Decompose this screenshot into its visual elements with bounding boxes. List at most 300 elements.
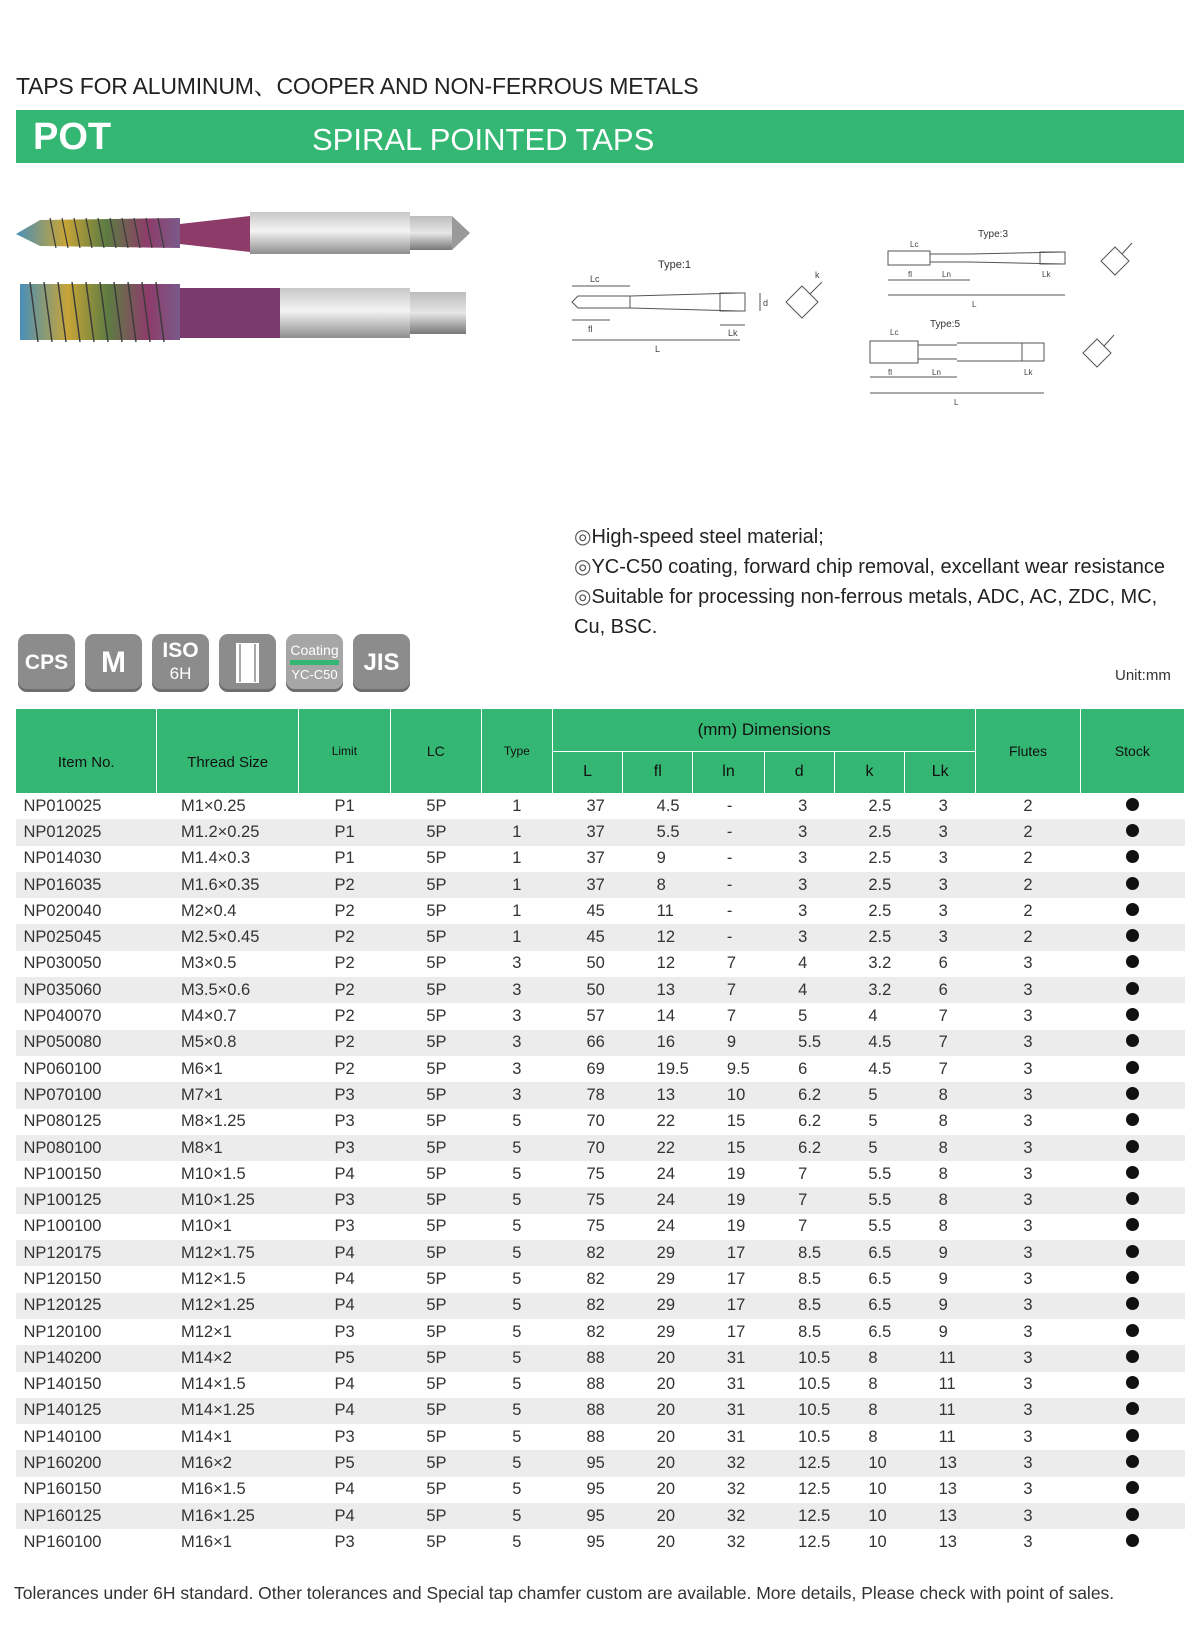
cell-dim-k: 3.2 — [834, 977, 904, 1003]
dim-ln-label-3: Ln — [942, 270, 951, 279]
cell-lc: 5P — [426, 1480, 447, 1499]
cell-dim-ln: 7 — [726, 954, 737, 973]
cell-item-no: NP120125 — [16, 1293, 157, 1319]
cell-flutes: 2 — [976, 819, 1080, 845]
cell-type: 5 — [512, 1217, 522, 1236]
cell-dim-k: 5.5 — [868, 1164, 892, 1183]
cell-stock — [1080, 793, 1184, 819]
cell-dim-d: 6 — [798, 1059, 808, 1078]
cell-dim-fl: 20 — [656, 1427, 676, 1446]
cell-flutes: 3 — [1023, 954, 1033, 973]
table-row — [16, 1398, 1185, 1424]
table-row — [16, 1135, 1185, 1161]
cell-stock — [1080, 1529, 1184, 1555]
in-stock-icon — [1126, 1192, 1139, 1205]
cell-dim-fl: 20 — [623, 1345, 693, 1371]
table-row — [16, 872, 1185, 898]
cell-dim-lk: 3 — [938, 796, 948, 815]
cell-flutes: 3 — [1023, 1480, 1033, 1499]
cell-dim-lk: 6 — [938, 954, 948, 973]
in-stock-icon — [1126, 955, 1139, 968]
cell-dim-fl: 13 — [623, 1082, 693, 1108]
cell-dim-fl: 24 — [656, 1164, 676, 1183]
table-row — [16, 1450, 1185, 1476]
cell-dim-l: 37 — [586, 849, 605, 868]
cell-limit: P3 — [298, 1187, 390, 1213]
cell-dim-k: 10 — [834, 1503, 904, 1529]
in-stock-icon — [1126, 1218, 1139, 1231]
cell-dim-d: 12.5 — [764, 1503, 834, 1529]
cell-dim-ln: 31 — [693, 1398, 764, 1424]
cell-limit: P1 — [334, 849, 355, 868]
in-stock-icon — [1126, 1140, 1139, 1153]
table-row — [16, 924, 1185, 950]
cell-dim-fl: 5.5 — [623, 819, 693, 845]
cell-dim-d: 7 — [798, 1217, 808, 1236]
cell-item-no: NP050080 — [16, 1030, 157, 1056]
cell-item-no: NP035060 — [16, 977, 157, 1003]
cell-dim-ln: 32 — [726, 1480, 746, 1499]
cell-dim-lk: 9 — [938, 1269, 948, 1288]
cell-dim-lk: 8 — [905, 1082, 976, 1108]
cell-thread-size: M7×1 — [157, 1082, 298, 1108]
cell-limit: P3 — [334, 1532, 355, 1551]
feature-bullet-icon: ◎ — [574, 556, 592, 578]
table-row — [16, 951, 1185, 977]
cell-lc: 5P — [426, 1269, 447, 1288]
feature-item — [574, 582, 1184, 642]
cell-lc: 5P — [390, 924, 481, 950]
table-row — [16, 1503, 1185, 1529]
cell-thread-size: M12×1.75 — [157, 1240, 298, 1266]
cell-limit: P2 — [334, 901, 355, 920]
cell-dim-l: 95 — [552, 1503, 622, 1529]
cell-type: 1 — [481, 872, 552, 898]
cell-dim-fl: 24 — [656, 1217, 676, 1236]
cell-dim-l: 82 — [552, 1293, 622, 1319]
cell-thread-size: M3.5×0.6 — [157, 977, 298, 1003]
cell-limit: P1 — [298, 819, 390, 845]
in-stock-icon — [1126, 1087, 1139, 1100]
cell-thread-size: M1×0.25 — [180, 796, 246, 815]
in-stock-icon — [1126, 850, 1139, 863]
in-stock-icon — [1126, 1324, 1139, 1337]
cell-dim-d: 3 — [798, 901, 808, 920]
cell-dim-ln: 7 — [726, 1007, 737, 1026]
dim-lk-label: Lk — [728, 328, 738, 338]
header-ln: ln — [693, 751, 764, 793]
cell-stock — [1080, 1030, 1184, 1056]
cell-lc: 5P — [426, 1375, 447, 1394]
cell-limit: P4 — [298, 1503, 390, 1529]
cell-dim-d: 4 — [798, 954, 808, 973]
cell-flutes: 3 — [1023, 1532, 1033, 1551]
table-row — [16, 1345, 1185, 1371]
in-stock-icon — [1126, 1350, 1139, 1363]
header-lk: Lk — [905, 751, 976, 793]
cell-limit: P2 — [298, 924, 390, 950]
iso-badge-bottom: 6H — [169, 664, 192, 683]
cell-dim-lk: 11 — [905, 1398, 976, 1424]
cell-stock — [1080, 1240, 1184, 1266]
cell-item-no: NP160100 — [23, 1532, 102, 1551]
cell-dim-k: 2.5 — [868, 901, 892, 920]
cell-dim-ln: 17 — [726, 1322, 746, 1341]
cell-flutes: 3 — [976, 1398, 1080, 1424]
in-stock-icon — [1126, 929, 1139, 942]
cell-dim-l: 66 — [552, 1030, 622, 1056]
table-row — [16, 1266, 1185, 1292]
cell-limit: P2 — [298, 872, 390, 898]
cell-dim-d: 12.5 — [798, 1532, 831, 1551]
header-d: d — [764, 751, 834, 793]
dim-lc-label: Lc — [590, 274, 600, 284]
cell-dim-lk: 9 — [905, 1293, 976, 1319]
cell-dim-ln: 31 — [693, 1345, 764, 1371]
cell-dim-k: 8 — [834, 1345, 904, 1371]
cell-dim-l: 37 — [586, 796, 605, 815]
cell-dim-l: 37 — [552, 872, 622, 898]
cell-item-no: NP100150 — [23, 1164, 102, 1183]
dim-lc-label-5: Lc — [890, 328, 899, 337]
cell-thread-size: M10×1.25 — [157, 1187, 298, 1213]
in-stock-icon — [1126, 1429, 1139, 1442]
cell-limit: P3 — [298, 1082, 390, 1108]
cell-lc: 5P — [390, 1030, 481, 1056]
feature-item — [574, 522, 1184, 552]
cell-item-no: NP016035 — [16, 872, 157, 898]
cell-dim-k: 8 — [834, 1398, 904, 1424]
cell-dim-ln: - — [726, 849, 733, 868]
cell-flutes: 3 — [1023, 1112, 1033, 1131]
cell-thread-size: M12×1 — [180, 1322, 232, 1341]
type1-label: Type:1 — [658, 259, 692, 271]
cell-thread-size: M3×0.5 — [180, 954, 237, 973]
cell-dim-lk: 8 — [905, 1187, 976, 1213]
cell-thread-size: M16×2 — [157, 1450, 298, 1476]
cell-flutes: 2 — [1023, 901, 1033, 920]
cell-stock — [1080, 898, 1184, 924]
cell-lc: 5P — [390, 872, 481, 898]
cell-thread-size: M1.2×0.25 — [157, 819, 298, 845]
cell-dim-fl: 24 — [623, 1187, 693, 1213]
cell-dim-d: 8.5 — [764, 1240, 834, 1266]
cell-stock — [1080, 1082, 1184, 1108]
cell-dim-k: 8 — [868, 1427, 878, 1446]
cell-dim-fl: 16 — [623, 1030, 693, 1056]
table-row — [16, 1109, 1185, 1135]
cell-type: 1 — [512, 901, 522, 920]
cell-lc: 5P — [390, 819, 481, 845]
type5-label: Type:5 — [930, 319, 961, 330]
header-k: k — [834, 751, 904, 793]
cell-dim-k: 2.5 — [868, 849, 892, 868]
table-row — [16, 1372, 1185, 1398]
cell-dim-l: 75 — [586, 1164, 605, 1183]
cell-dim-fl: 29 — [656, 1322, 676, 1341]
cell-dim-d: 10.5 — [764, 1398, 834, 1424]
header-type: Type — [481, 709, 552, 793]
type1-drawing — [570, 250, 860, 365]
cell-dim-lk: 9 — [938, 1322, 948, 1341]
cell-dim-ln: 19 — [726, 1164, 746, 1183]
cell-limit: P3 — [298, 1135, 390, 1161]
in-stock-icon — [1126, 1245, 1139, 1258]
cell-limit: P5 — [298, 1450, 390, 1476]
cell-dim-lk: 6 — [905, 977, 976, 1003]
cell-flutes: 3 — [1023, 1427, 1033, 1446]
cell-dim-k: 10 — [868, 1480, 887, 1499]
cell-lc: 5P — [390, 1135, 481, 1161]
cell-lc: 5P — [390, 1345, 481, 1371]
cell-dim-l: 88 — [552, 1398, 622, 1424]
type5-drawing — [862, 315, 1152, 410]
cell-limit: P4 — [298, 1398, 390, 1424]
cell-type: 5 — [481, 1240, 552, 1266]
cell-dim-k: 6.5 — [834, 1240, 904, 1266]
metric-badge — [85, 634, 142, 692]
cell-type: 5 — [512, 1427, 522, 1446]
cell-item-no: NP140125 — [16, 1398, 157, 1424]
cell-dim-fl: 20 — [656, 1375, 676, 1394]
cell-type: 1 — [481, 819, 552, 845]
cell-type: 3 — [481, 1082, 552, 1108]
in-stock-icon — [1126, 1166, 1139, 1179]
table-row — [16, 819, 1185, 845]
cell-type: 3 — [481, 977, 552, 1003]
in-stock-icon — [1126, 824, 1139, 837]
table-row — [16, 977, 1185, 1003]
cell-dim-l: 37 — [552, 819, 622, 845]
cell-dim-l: 88 — [586, 1427, 605, 1446]
cell-limit: P2 — [334, 1059, 355, 1078]
in-stock-icon — [1126, 1455, 1139, 1468]
in-stock-icon — [1126, 982, 1139, 995]
in-stock-icon — [1126, 1402, 1139, 1415]
cell-limit: P1 — [334, 796, 355, 815]
jis-badge — [353, 634, 410, 692]
cell-dim-ln: - — [693, 924, 764, 950]
cell-item-no: NP060100 — [23, 1059, 102, 1078]
cell-flutes: 3 — [1023, 1322, 1033, 1341]
cell-dim-lk: 13 — [905, 1503, 976, 1529]
cell-dim-l: 45 — [586, 901, 605, 920]
cell-lc: 5P — [390, 1503, 481, 1529]
iso-6h-badge — [152, 634, 209, 692]
cell-flutes: 2 — [1023, 796, 1033, 815]
cell-limit: P2 — [298, 1030, 390, 1056]
cell-dim-d: 7 — [764, 1187, 834, 1213]
dim-d-label: d — [763, 298, 769, 308]
cell-item-no: NP080125 — [23, 1112, 102, 1131]
cell-flutes: 3 — [976, 1345, 1080, 1371]
feature-item — [574, 552, 1184, 582]
cell-thread-size: M14×2 — [157, 1345, 298, 1371]
cell-dim-ln: 7 — [693, 977, 764, 1003]
cell-item-no: NP160125 — [16, 1503, 157, 1529]
table-row — [16, 1477, 1185, 1503]
cell-dim-ln: 31 — [726, 1427, 746, 1446]
dim-lc-label-3: Lc — [910, 240, 919, 249]
cell-lc: 5P — [390, 1450, 481, 1476]
unit-label: Unit:mm — [1115, 667, 1171, 684]
cell-lc: 5P — [390, 1187, 481, 1213]
cell-dim-fl: 20 — [623, 1503, 693, 1529]
header-l: L — [552, 751, 622, 793]
cell-dim-lk: 11 — [905, 1345, 976, 1371]
cell-item-no: NP010025 — [23, 796, 102, 815]
cell-dim-l: 70 — [586, 1112, 605, 1131]
cell-item-no: NP120175 — [16, 1240, 157, 1266]
cell-type: 5 — [481, 1398, 552, 1424]
cell-lc: 5P — [426, 1427, 447, 1446]
cell-stock — [1080, 1187, 1184, 1213]
cell-type: 5 — [481, 1450, 552, 1476]
cell-thread-size: M14×1.5 — [180, 1375, 246, 1394]
cell-dim-ln: 31 — [726, 1375, 746, 1394]
feature-bullet-icon: ◎ — [574, 586, 592, 608]
cell-dim-k: 6.5 — [868, 1322, 892, 1341]
table-row — [16, 1161, 1185, 1187]
cell-dim-ln: 19 — [693, 1187, 764, 1213]
cell-flutes: 3 — [976, 1030, 1080, 1056]
in-stock-icon — [1126, 877, 1139, 890]
in-stock-icon — [1126, 1271, 1139, 1284]
cell-thread-size: M4×0.7 — [180, 1007, 237, 1026]
cell-dim-d: 8.5 — [764, 1293, 834, 1319]
cell-flutes: 3 — [976, 1293, 1080, 1319]
cell-stock — [1080, 977, 1184, 1003]
cell-type: 5 — [481, 1345, 552, 1371]
cell-dim-fl: 14 — [656, 1007, 676, 1026]
spec-table-body — [16, 793, 1185, 1556]
table-row — [16, 1214, 1185, 1240]
cell-type: 3 — [512, 1007, 522, 1026]
cell-dim-l: 69 — [586, 1059, 605, 1078]
cell-stock — [1080, 1398, 1184, 1424]
cell-limit: P3 — [334, 1427, 355, 1446]
cell-type: 1 — [481, 924, 552, 950]
cell-flutes: 2 — [1023, 849, 1033, 868]
cell-dim-d: 7 — [798, 1164, 808, 1183]
cell-dim-ln: 15 — [693, 1135, 764, 1161]
cell-dim-k: 4.5 — [868, 1059, 892, 1078]
cell-stock — [1080, 924, 1184, 950]
cell-thread-size: M10×1 — [180, 1217, 232, 1236]
cell-dim-lk: 3 — [938, 901, 948, 920]
cell-dim-d: 3 — [798, 849, 808, 868]
cell-thread-size: M8×1 — [157, 1135, 298, 1161]
cell-dim-l: 82 — [586, 1269, 605, 1288]
cps-badge-label: CPS — [24, 651, 69, 674]
cell-flutes: 3 — [976, 1187, 1080, 1213]
cell-flutes: 3 — [1023, 1007, 1033, 1026]
cell-dim-lk: 13 — [938, 1532, 957, 1551]
cell-thread-size: M10×1.5 — [180, 1164, 246, 1183]
cell-flutes: 3 — [1023, 1269, 1033, 1288]
cell-dim-k: 5 — [834, 1135, 904, 1161]
cell-dim-fl: 22 — [623, 1135, 693, 1161]
feature-bullet-icon: ◎ — [574, 526, 592, 548]
thread-profile-icon — [219, 634, 276, 692]
cell-dim-lk: 7 — [905, 1030, 976, 1056]
cell-thread-size: M16×1.25 — [157, 1503, 298, 1529]
cell-dim-d: 4 — [764, 977, 834, 1003]
cell-item-no: NP070100 — [16, 1082, 157, 1108]
cell-dim-d: 3 — [798, 796, 808, 815]
cell-dim-l: 57 — [586, 1007, 605, 1026]
cell-dim-fl: 20 — [656, 1480, 676, 1499]
cell-dim-ln: - — [726, 901, 733, 920]
cell-dim-fl: 12 — [656, 954, 676, 973]
table-row — [16, 793, 1185, 819]
cell-dim-lk: 8 — [938, 1112, 948, 1131]
cell-type: 5 — [512, 1322, 522, 1341]
cell-dim-ln: 17 — [726, 1269, 746, 1288]
cell-dim-k: 5 — [834, 1082, 904, 1108]
cell-limit: P4 — [298, 1293, 390, 1319]
in-stock-icon — [1126, 1534, 1139, 1547]
cell-thread-size: M2×0.4 — [180, 901, 237, 920]
cell-type: 5 — [512, 1480, 522, 1499]
cps-badge — [18, 634, 75, 692]
dim-fl-label: fl — [588, 324, 593, 334]
cell-lc: 5P — [426, 1007, 447, 1026]
cell-dim-ln: 10 — [693, 1082, 764, 1108]
cell-lc: 5P — [390, 1398, 481, 1424]
cell-limit: P2 — [334, 954, 355, 973]
cell-flutes: 3 — [976, 1240, 1080, 1266]
cell-item-no: NP160150 — [23, 1480, 102, 1499]
table-row — [16, 1529, 1185, 1555]
cell-lc: 5P — [426, 1112, 447, 1131]
dim-ln-label-5: Ln — [932, 368, 941, 377]
product-photo — [10, 196, 490, 356]
table-row — [16, 1319, 1185, 1345]
cell-item-no: NP160200 — [16, 1450, 157, 1476]
cell-lc: 5P — [390, 1293, 481, 1319]
header-limit: Limit — [298, 709, 390, 793]
cell-dim-ln: 9 — [693, 1030, 764, 1056]
table-row — [16, 1030, 1185, 1056]
feature-list — [574, 522, 1184, 642]
cell-dim-l: 70 — [552, 1135, 622, 1161]
cell-stock — [1080, 1345, 1184, 1371]
cell-limit: P4 — [298, 1240, 390, 1266]
cell-dim-lk: 11 — [938, 1375, 956, 1394]
cell-item-no: NP040070 — [23, 1007, 102, 1026]
in-stock-icon — [1126, 1297, 1139, 1310]
cell-flutes: 3 — [1023, 1059, 1033, 1078]
cell-stock — [1080, 1266, 1184, 1292]
cell-dim-k: 6.5 — [868, 1269, 892, 1288]
cell-dim-ln: 32 — [693, 1503, 764, 1529]
header-fl: fl — [623, 751, 693, 793]
cell-dim-k: 2.5 — [834, 819, 904, 845]
in-stock-icon — [1126, 798, 1139, 811]
feature-text: YC-C50 coating, forward chip removal, excellant wear resistance — [591, 556, 1166, 578]
header-flutes: Flutes — [976, 709, 1080, 793]
cell-dim-lk: 11 — [938, 1427, 956, 1446]
cell-item-no: NP025045 — [16, 924, 157, 950]
cell-dim-l: 78 — [552, 1082, 622, 1108]
cell-dim-fl: 19.5 — [656, 1059, 689, 1078]
cell-dim-fl: 13 — [623, 977, 693, 1003]
cell-type: 3 — [481, 1030, 552, 1056]
cell-stock — [1080, 1214, 1184, 1240]
cell-dim-k: 5.5 — [834, 1187, 904, 1213]
cell-dim-lk: 8 — [938, 1164, 948, 1183]
